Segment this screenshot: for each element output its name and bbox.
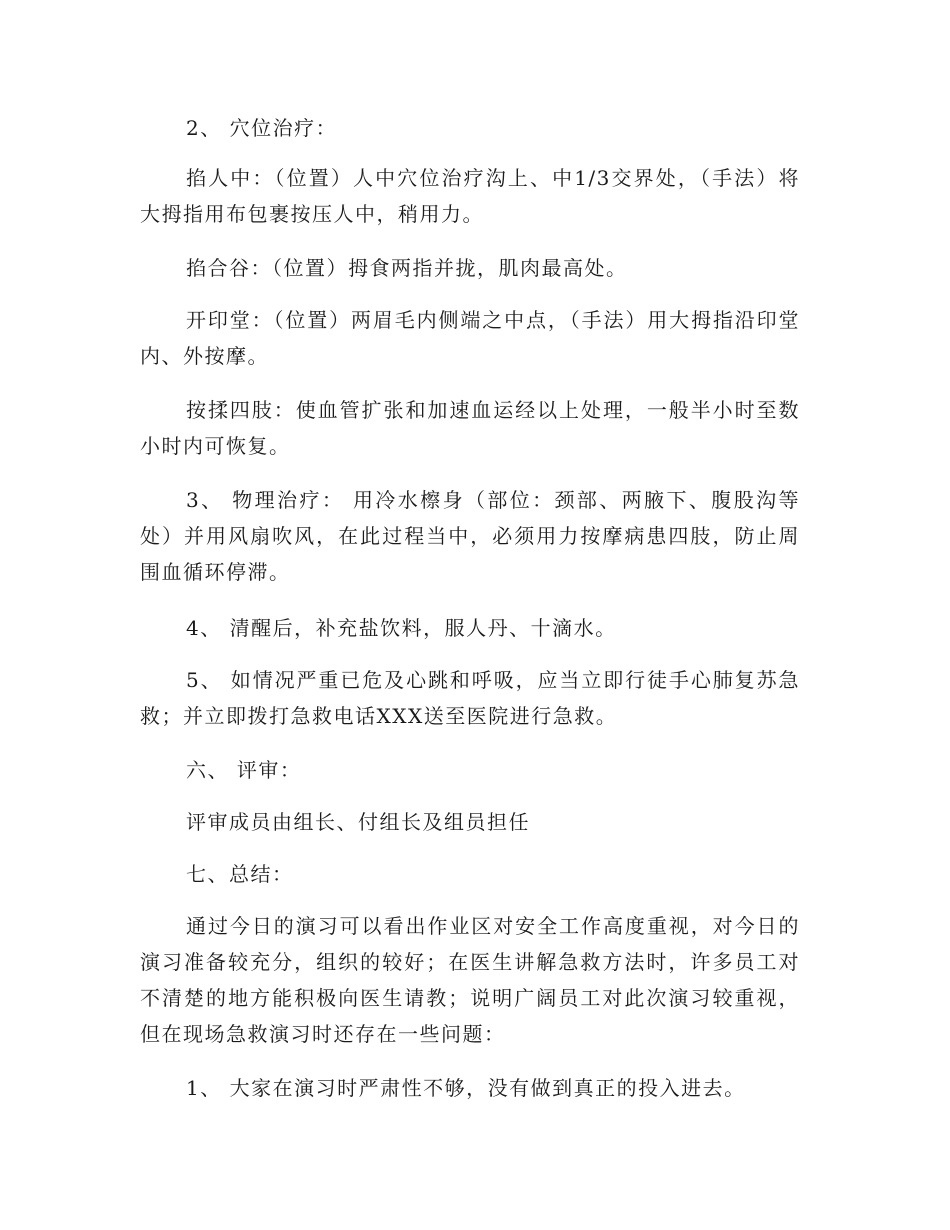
paragraph-after-waking: 4、 清醒后，补充盐饮料，服人丹、十滴水。 bbox=[186, 616, 617, 640]
section-heading-acupoint-therapy: 2、 穴位治疗： bbox=[186, 116, 338, 140]
paragraph-physical-therapy: 3、 物理治疗： 用冷水檫身（部位：颈部、两腋下、腹股沟等处）并用风扇吹风，在此过程当中，必须用力按摩病患四肢，防止周围血循环停滞。 bbox=[140, 488, 800, 584]
section-heading-summary: 七、总结： bbox=[186, 862, 294, 886]
paragraph-limb-massage: 按揉四肢：使血管扩张和加速血运经以上处理，一般半小时至数小时内可恢复。 bbox=[140, 398, 800, 458]
paragraph-review-members: 评审成员由组长、付组长及组员担任 bbox=[186, 810, 530, 834]
section-heading-review: 六、 评审： bbox=[186, 758, 302, 782]
paragraph-renzhong: 掐人中：（位置）人中穴位治疗沟上、中1/3交界处，（手法）将大拇指用布包裹按压人中，稍用力。 bbox=[140, 166, 800, 226]
paragraph-cpr: 5、 如情况严重已危及心跳和呼吸，应当立即行徒手心肺复苏急救；并立即拨打急救电话XXX送至医院进行急救。 bbox=[140, 668, 800, 728]
paragraph-issue-1: 1、 大家在演习时严肃性不够，没有做到真正的投入进去。 bbox=[186, 1076, 746, 1100]
paragraph-summary: 通过今日的演习可以看出作业区对安全工作高度重视，对今日的演习准备较充分，组织的较好；在医生讲解急救方法时，许多员工对不清楚的地方能积极向医生请教；说明广阔员工对此次演习较重视，但在现场急救演习时还存在一些问题： bbox=[140, 914, 800, 1046]
paragraph-hegu: 掐合谷：（位置）拇食两指并拢，肌肉最高处。 bbox=[186, 256, 628, 280]
paragraph-yintang: 开印堂：（位置）两眉毛内侧端之中点，（手法）用大拇指沿印堂内、外按摩。 bbox=[140, 308, 800, 368]
